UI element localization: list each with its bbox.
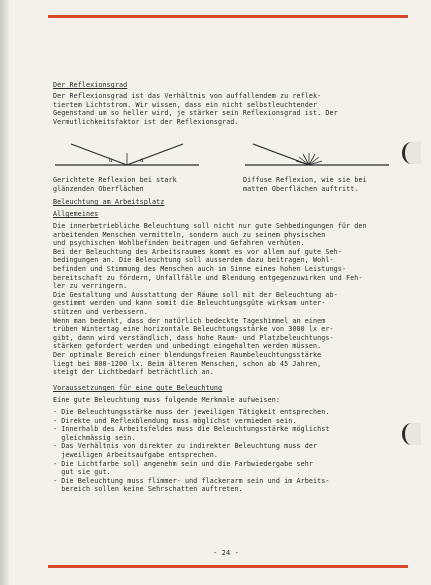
text-line: matten Oberflächen auftritt. — [243, 184, 359, 193]
text-line: bereitschaft zu fördern, Unfallfälle und Blendung entgegenzuwirken und Feh- — [53, 273, 363, 282]
text-line: gestimmt werden und kann somit die Beleuchtungsgüte wirksam unter- — [53, 299, 326, 308]
text-line: stützen und verbessern. — [53, 307, 148, 316]
text-line: und psychischen Wohlbefinden beitragen und Gefahren verhüten. — [53, 239, 305, 248]
caption-right — [243, 176, 367, 193]
diffuse-reflection-diagram-icon — [243, 141, 393, 169]
page-number: - 24 - — [213, 549, 239, 557]
text-line: steigt der Lichtbedarf beträchtlich an. — [53, 368, 214, 377]
section-heading-beleuchtung: Beleuchtung am Arbeitsplatz — [53, 198, 165, 206]
page-binding-edge — [0, 0, 9, 585]
text-line: gibt, dann wird verständlich, dass hohe Raum- und Platzbeleuchtungs- — [53, 333, 334, 342]
text-line: Die innerbetriebliche Beleuchtung soll nicht nur gute Sehbedingungen für den — [53, 222, 367, 230]
list-item: - Die Lichtfarbe soll angenehm sein und die Farbwiedergabe sehr — [53, 459, 313, 468]
reflection-diagram-icon — [53, 141, 203, 169]
paragraph-reflexion — [53, 92, 338, 126]
requirements-list — [53, 408, 329, 494]
text-line: Gerichtete Reflexion bei stark — [53, 176, 177, 184]
section-heading-reflexion: Der Reflexionsgrad — [53, 81, 128, 89]
text-line: arbeitenden Menschen vermitteln, sondern auch zu seinem physischen — [53, 230, 326, 239]
bottom-accent-line — [48, 565, 408, 568]
list-item: jeweiligen Arbeitsaufgabe entsprechen. — [53, 450, 219, 459]
text-line: liegt bei 800-1200 lx. Beim älteren Menschen, schon ab 45 Jahren, — [53, 359, 322, 368]
list-item: - Die Beleuchtungsstärke muss der jeweiligen Tätigkeit entsprechen. — [53, 408, 330, 416]
list-item: - Das Verhältnis von direkter zu indirekter Beleuchtung muss der — [53, 442, 318, 451]
list-item: gut sie gut. — [53, 468, 111, 477]
text-line: befinden und Stimmung des Menschen auch im Sinne eines hohen Leistungs- — [53, 264, 346, 273]
paragraph-voraussetzungen-intro: Eine gute Beleuchtung muss folgende Merkmale aufweisen: — [53, 396, 280, 404]
text-line: Diffuse Reflexion, wie sie bei — [243, 176, 367, 184]
list-item: bereich sollen keine Sehrschatten auftreten. — [53, 485, 243, 494]
text-line: Bei der Beleuchtung des Arbeitsraumes kommt es vor allem auf gute Seh- — [53, 247, 342, 256]
text-line: ler zu verringern. — [53, 282, 128, 291]
list-item: - Innerhalb des Arbeitsfeldes muss die Beleuchtungsstärke möglichst — [53, 425, 330, 434]
text-line: Die Gestaltung und Ausstattung der Räume soll mit der Beleuchtung ab- — [53, 290, 338, 299]
text-line: glänzenden Oberflächen — [53, 184, 144, 193]
text-line: Gegenstand um so heller wird, je stärker sein Reflexionsgrad ist. Der — [53, 109, 338, 118]
text-line: trüben Wintertag eine horizontale Beleuchtungsstärke von 3000 lx er- — [53, 325, 334, 334]
binder-hole-icon — [402, 423, 421, 445]
text-line: Der optimale Bereich einer blendungsfreien Raumbeleuchtungsstärke — [53, 350, 322, 359]
text-line: bedingungen an. Die Beleuchtung soll ausserdem dazu beitragen, Wohl- — [53, 256, 334, 265]
svg-text:α: α — [140, 157, 144, 164]
list-item: gleichmässig sein. — [53, 433, 136, 442]
text-line: Der Reflexionsgrad ist das Verhältnis von auffallendem zu reflek- — [53, 92, 322, 100]
text-line: Wenn man bedenkt, dass der natürlich bedeckte Tageshimmel an einem — [53, 316, 326, 325]
caption-left — [53, 176, 177, 193]
subsection-heading-allgemeines: Allgemeines — [53, 210, 99, 218]
list-item: - Direkte und Reflexblendung muss möglichst vermieden sein. — [53, 416, 297, 425]
page-content — [53, 0, 410, 557]
paragraph-allgemeines — [53, 222, 367, 377]
text-line: Vermutlichkeitsfaktor ist der Reflexionsgrad. — [53, 117, 239, 126]
subsection-heading-voraussetzungen: Voraussetzungen für eine gute Beleuchtung — [53, 384, 223, 392]
text-line: tiertem Lichtstrom. Wir wissen, dass ein nicht selbstleuchtender — [53, 100, 318, 109]
svg-text:α: α — [109, 157, 113, 164]
list-item: - Die Beleuchtung muss flimmer- und flackerarm sein und im Arbeits- — [53, 476, 330, 485]
text-line: stärken gefordert werden und unbedingt eingehalten werden müssen. — [53, 342, 322, 351]
